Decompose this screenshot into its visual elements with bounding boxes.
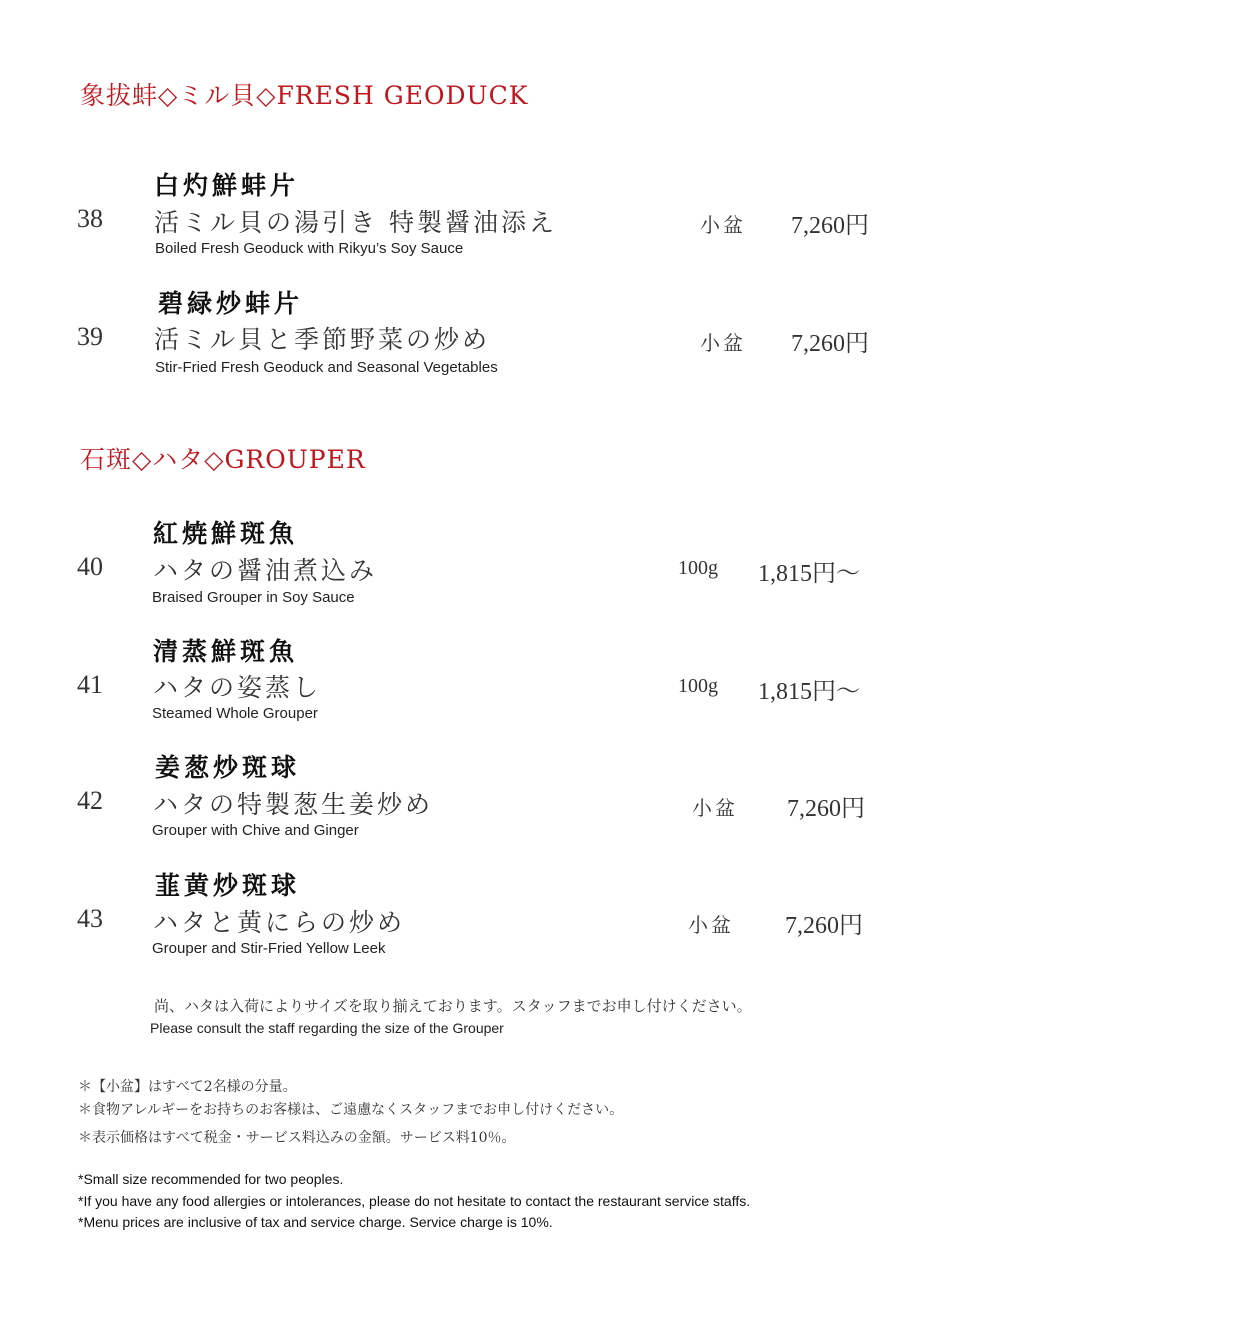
item-chinese-name: 紅焼鮮斑魚 [153,519,299,548]
footnote-en-portion: *Small size recommended for two peoples. [78,1171,344,1187]
item-size: 100g [678,557,718,579]
item-number: 38 [77,204,103,233]
item-japanese-name: ハタと黄にらの炒め [153,908,406,937]
item-chinese-name: 白灼鮮蚌片 [154,171,300,200]
item-chinese-name: 清蒸鮮斑魚 [153,637,299,666]
item-price: 1,815円～ [758,679,860,705]
item-number: 41 [77,670,103,699]
item-size: 小盆 [700,213,746,237]
item-size: 小盆 [688,913,734,937]
item-english-name: Grouper with Chive and Ginger [152,822,359,839]
item-english-name: Stir-Fried Fresh Geoduck and Seasonal Vegetables [155,359,498,376]
item-price: 7,260円 [785,913,863,939]
item-number: 42 [77,786,103,815]
item-japanese-name: ハタの醤油煮込み [153,556,378,585]
footnote-en-allergy: *If you have any food allergies or intolerances, please do not hesitate to contact the restaurant service staffs. [78,1193,751,1209]
item-chinese-name: 姜葱炒斑球 [155,753,301,782]
item-size: 小盆 [692,796,738,820]
grouper-note-japanese: 尚、ハタは入荷によりサイズを取り揃えております。スタッフまでお申し付けください。 [154,997,752,1015]
item-size: 小盆 [700,331,746,355]
item-chinese-name: 碧緑炒蚌片 [158,289,304,318]
item-number: 43 [77,904,103,933]
item-english-name: Boiled Fresh Geoduck with Rikyu’s Soy Sauce [155,240,464,257]
item-size: 100g [678,675,718,697]
item-price: 1,815円～ [758,561,860,587]
item-english-name: Grouper and Stir-Fried Yellow Leek [152,940,386,957]
section-title-grouper: 石斑◇ハタ◇GROUPER [80,445,366,474]
item-price: 7,260円 [791,213,869,239]
item-english-name: Steamed Whole Grouper [152,705,318,722]
footnote-jp-portion: ＊【小盆】はすべて2名様の分量。 [78,1079,297,1095]
footnote-en-tax: *Menu prices are inclusive of tax and service charge. Service charge is 10%. [78,1214,553,1230]
item-chinese-name: 韮黄炒斑球 [155,871,301,900]
item-price: 7,260円 [791,331,869,357]
item-number: 40 [77,552,103,581]
grouper-note-english: Please consult the staff regarding the size of the Grouper [150,1020,504,1036]
item-japanese-name: 活ミル貝と季節野菜の炒め [154,325,491,354]
item-japanese-name: ハタの姿蒸し [153,673,322,702]
item-japanese-name: ハタの特製葱生姜炒め [153,790,434,819]
item-english-name: Braised Grouper in Soy Sauce [152,589,355,606]
item-japanese-name: 活ミル貝の湯引き 特製醤油添え [154,208,557,237]
footnote-jp-allergy: ＊食物アレルギーをお持ちのお客様は、ご遠慮なくスタッフまでお申し付けください。 [78,1102,624,1118]
footnote-jp-tax: ＊表示価格はすべて税金・サービス料込みの金額。サービス料10％。 [78,1130,516,1146]
item-number: 39 [77,322,103,351]
section-title-geoduck: 象拔蚌◇ミル貝◇FRESH GEODUCK [80,81,529,110]
item-price: 7,260円 [787,796,865,822]
